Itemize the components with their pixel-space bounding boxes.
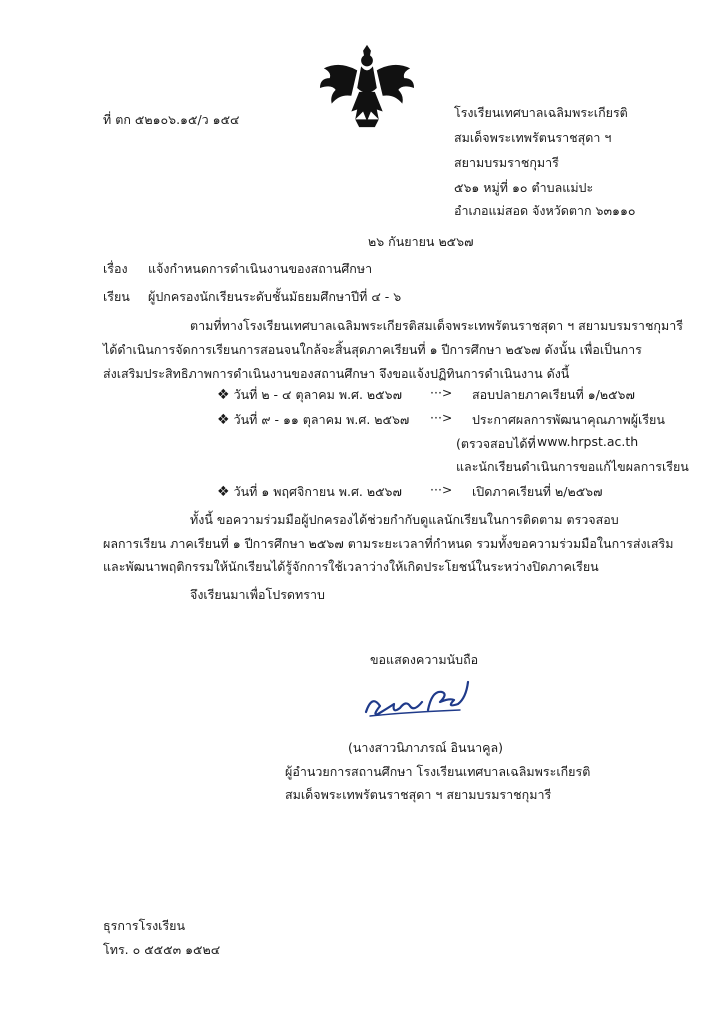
body-line: ตามที่ทางโรงเรียนเทศบาลเฉลิมพระเกียรติสมเด็จพระเทพรัตนราชสุดา ฯ สยามบรมราชกุมารี (190, 318, 683, 333)
footer-department: ธุรการโรงเรียน (103, 918, 186, 933)
schedule-item-date (217, 385, 402, 405)
schedule-event: ประกาศผลการพัฒนาคุณภาพผู้เรียน (472, 412, 665, 427)
address-line: โรงเรียนเทศบาลเฉลิมพระเกียรติ (454, 105, 628, 120)
dotted-arrow-icon: ···> (430, 410, 453, 425)
dotted-arrow-icon: ···> (430, 385, 453, 400)
closing-line: จึงเรียนมาเพื่อโปรดทราบ (190, 587, 325, 602)
body-line: และพัฒนาพฤติกรรมให้นักเรียนได้รู้จักการใช้เวลาว่างให้เกิดประโยชน์ในระหว่างปิดภาคเรียน (103, 559, 599, 574)
schedule-item-date (217, 482, 402, 502)
diamond-bullet-icon: ❖ (217, 387, 230, 403)
body-line: ทั้งนี้ ขอความร่วมมือผู้ปกครองได้ช่วยกำกับดูแลนักเรียนในการติดตาม ตรวจสอบ (190, 512, 619, 527)
subject-text: แจ้งกำหนดการดำเนินงานของสถานศึกษา (148, 261, 373, 276)
schedule-date: วันที่ ๒ - ๔ ตุลาคม พ.ศ. ๒๕๖๗ (233, 387, 402, 402)
schedule-item-date (217, 410, 409, 430)
recipient-label: เรียน (103, 289, 130, 304)
subject-label: เรื่อง (103, 261, 128, 276)
diamond-bullet-icon: ❖ (217, 412, 230, 428)
signer-position: สมเด็จพระเทพรัตนราชสุดา ฯ สยามบรมราชกุมารี (285, 787, 552, 802)
recipient-text: ผู้ปกครองนักเรียนระดับชั้นมัธยมศึกษาปีที่ ๔ - ๖ (148, 289, 402, 304)
dotted-arrow-icon: ···> (430, 482, 453, 497)
address-line: สยามบรมราชกุมารี (454, 155, 559, 170)
schedule-event: สอบปลายภาคเรียนที่ ๑/๒๕๖๗ (472, 387, 635, 402)
address-line: ๕๖๑ หมู่ที่ ๑๐ ตำบลแม่ปะ (454, 180, 594, 195)
schedule-event-note: และนักเรียนดำเนินการขอแก้ไขผลการเรียน (456, 459, 689, 474)
address-line: อำเภอแม่สอด จังหวัดตาก ๖๓๑๑๐ (454, 203, 636, 218)
body-line: ได้ดำเนินการจัดการเรียนการสอนจนใกล้จะสิ้นสุดภาคเรียนที่ ๑ ปีการศึกษา ๒๕๖๗ ดังนั้น เพื่อเป็นการ (103, 342, 642, 357)
diamond-bullet-icon: ❖ (217, 484, 230, 500)
body-line: ส่งเสริมประสิทธิภาพการดำเนินงานของสถานศึกษา จึงขอแจ้งปฏิทินการดำเนินงาน ดังนี้ (103, 366, 570, 381)
garuda-emblem-icon (318, 36, 416, 136)
footer-phone: โทร. ๐ ๕๕๕๓ ๑๕๒๔ (103, 942, 221, 957)
signer-name: (นางสาวนิภาภรณ์ อินนาคูล) (348, 740, 504, 755)
address-line: สมเด็จพระเทพรัตนราชสุดา ฯ (454, 130, 612, 145)
letter-date: ๒๖ กันยายน ๒๕๖๗ (368, 234, 474, 249)
schedule-event: เปิดภาคเรียนที่ ๒/๒๕๖๗ (472, 484, 603, 499)
signer-position: ผู้อำนวยการสถานศึกษา โรงเรียนเทศบาลเฉลิมพระเกียรติ (285, 764, 591, 779)
handwritten-signature (360, 678, 480, 722)
body-line: ผลการเรียน ภาคเรียนที่ ๑ ปีการศึกษา ๒๕๖๗ ตามระยะเวลาที่กำหนด รวมทั้งขอความร่วมมือในการส่งเสริม (103, 536, 674, 551)
schedule-date: วันที่ ๑ พฤศจิกายน พ.ศ. ๒๕๖๗ (233, 484, 402, 499)
reference-number: ที่ ตก ๕๒๑๐๖.๑๕/ว ๑๕๔ (103, 112, 240, 127)
schedule-date: วันที่ ๙ - ๑๑ ตุลาคม พ.ศ. ๒๕๖๗ (233, 412, 410, 427)
regards-line: ขอแสดงความนับถือ (370, 652, 479, 667)
schedule-event-note: (ตรวจสอบได้ที่ (456, 436, 536, 451)
website-link[interactable]: www.hrpst.ac.th (537, 434, 639, 449)
